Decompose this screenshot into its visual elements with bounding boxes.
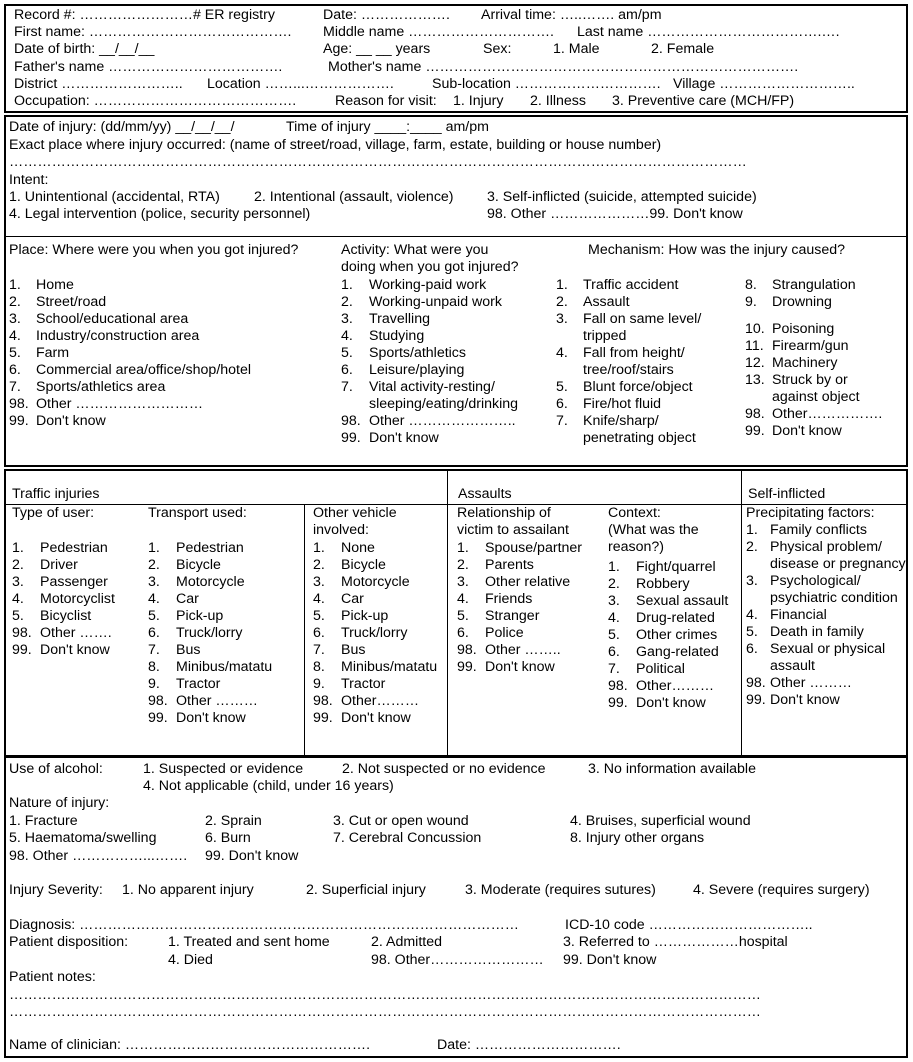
place-option-label[interactable]: Other ……………………… (36, 396, 204, 412)
transport-option-label[interactable]: Other ……… (176, 693, 258, 709)
alcohol-suspected-option[interactable]: 1. Suspected or evidence (143, 761, 304, 777)
severity-superficial-option[interactable]: 2. Superficial injury (306, 882, 426, 898)
mechanism-option-label[interactable]: Knife/sharp/ (583, 413, 659, 429)
transport-option-label[interactable]: Truck/lorry (176, 625, 243, 641)
district-field[interactable]: District …………………….. (14, 76, 183, 92)
icd10-field[interactable]: ICD-10 code …………………………….. (565, 917, 813, 933)
relationship-option-label[interactable]: Stranger (485, 608, 540, 624)
transport-option-number: 9. (148, 676, 160, 692)
activity-option-label[interactable]: Don't know (369, 430, 439, 446)
relationship-option-label[interactable]: Other relative (485, 574, 571, 590)
activity-header: Activity: What were you (341, 242, 489, 258)
other-vehicle-option-label[interactable]: Truck/lorry (341, 625, 408, 641)
mechanism-option-label[interactable]: penetrating object (583, 430, 696, 446)
transport-option-label[interactable]: Pick-up (176, 608, 224, 624)
mechanism-option-number: 99. (745, 423, 765, 439)
intent-self-inflicted-option[interactable]: 3. Self-inflicted (suicide, attempted suicide) (487, 189, 757, 205)
relationship-option-label[interactable]: Parents (485, 557, 534, 573)
activity-option-label[interactable]: Working-paid work (369, 277, 487, 293)
disposition-label: Patient disposition: (9, 934, 129, 950)
mechanism-header: Mechanism: How was the injury caused? (588, 242, 846, 258)
place-option-number: 6. (9, 362, 21, 378)
activity-option-number: 5. (341, 345, 353, 361)
user-type-option-number: 5. (12, 608, 24, 624)
transport-used-header: Transport used: (148, 505, 247, 521)
other-vehicle-option-label[interactable]: Bus (341, 642, 366, 658)
user-type-option-number: 98. (12, 625, 32, 641)
context-option-label[interactable]: Fight/quarrel (636, 559, 716, 575)
mechanism-option-number: 13. (745, 372, 765, 388)
precipitating-option-label[interactable]: Psychological/ (770, 573, 861, 589)
other-vehicle-option-number: 3. (313, 574, 325, 590)
other-vehicle-option-number: 8. (313, 659, 325, 675)
place-header: Place: Where were you when you got injured? (9, 242, 299, 258)
place-option-label[interactable]: Farm (36, 345, 70, 361)
other-vehicle-option-label[interactable]: Don't know (341, 710, 411, 726)
mother-name-field[interactable]: Mother's name ……………………………………………………………………. (328, 59, 799, 75)
intent-intentional-option[interactable]: 2. Intentional (assault, violence) (254, 189, 454, 205)
reason-preventive-option[interactable]: 3. Preventive care (MCH/FP) (612, 93, 795, 109)
nature-dont-know-option[interactable]: 99. Don't know (205, 848, 299, 864)
mechanism-option-label[interactable]: Poisoning (772, 321, 835, 337)
user-type-option-label[interactable]: Bicyclist (40, 608, 92, 624)
mechanism-option-number: 7. (556, 413, 568, 429)
alcohol-not-applicable-option[interactable]: 4. Not applicable (child, under 16 years) (143, 778, 394, 794)
transport-option-label[interactable]: Bus (176, 642, 201, 658)
place-option-number: 2. (9, 294, 21, 310)
user-type-option-label[interactable]: Pedestrian (40, 540, 108, 556)
precipitating-option-label[interactable]: Sexual or physical (770, 641, 886, 657)
mechanism-option-number: 9. (745, 294, 757, 310)
precipitating-option-label[interactable]: Don't know (770, 692, 840, 708)
mechanism-option-label[interactable]: Blunt force/object (583, 379, 693, 395)
disposition-treated-option[interactable]: 1. Treated and sent home (168, 934, 330, 950)
transport-option-number: 8. (148, 659, 160, 675)
place-option-number: 1. (9, 277, 21, 293)
date-of-birth-field[interactable]: Date of birth: __/__/__ (14, 41, 155, 57)
intent-legal-option[interactable]: 4. Legal intervention (police, security personnel) (9, 206, 311, 222)
sex-male-option[interactable]: 1. Male (553, 41, 600, 57)
other-vehicle-option-number: 2. (313, 557, 325, 573)
other-vehicle-option-label[interactable]: None (341, 540, 375, 556)
activity-option-number: 6. (341, 362, 353, 378)
other-vehicle-option-number: 6. (313, 625, 325, 641)
mechanism-option-label[interactable]: Don't know (772, 423, 842, 439)
place-option-number: 4. (9, 328, 21, 344)
precipitating-option-label[interactable]: Family conflicts (770, 522, 867, 538)
place-option-label[interactable]: Commercial area/office/shop/hotel (36, 362, 252, 378)
user-type-option-label[interactable]: Motorcyclist (40, 591, 115, 607)
patient-notes-line-1[interactable]: …………………………………………………………………………………………………………………………………………… (9, 987, 761, 1003)
context-option-label[interactable]: Sexual assault (636, 593, 729, 609)
precipitating-option-number: 6. (746, 641, 758, 657)
relationship-option-number: 4. (457, 591, 469, 607)
alcohol-no-info-option[interactable]: 3. No information available (588, 761, 756, 777)
precipitating-option-label[interactable]: disease or pregnancy (770, 556, 906, 572)
mechanism-option-label[interactable]: against object (772, 389, 860, 405)
place-option-label[interactable]: Street/road (36, 294, 107, 310)
activity-option-number: 4. (341, 328, 353, 344)
activity-option-label[interactable]: Other ………………….. (369, 413, 516, 429)
other-vehicle-option-number: 7. (313, 642, 325, 658)
intent-label: Intent: (9, 172, 49, 188)
activity-option-label[interactable]: Leisure/playing (369, 362, 465, 378)
activity-option-number: 1. (341, 277, 353, 293)
nature-cut-option[interactable]: 3. Cut or open wound (333, 813, 469, 829)
transport-option-label[interactable]: Bicycle (176, 557, 221, 573)
transport-option-number: 7. (148, 642, 160, 658)
nature-other-option[interactable]: 98. Other ……………...……. (9, 848, 188, 864)
nature-fracture-option[interactable]: 1. Fracture (9, 813, 78, 829)
precipitating-option-label[interactable]: Death in family (770, 624, 864, 640)
transport-option-label[interactable]: Tractor (176, 676, 221, 692)
place-option-number: 98. (9, 396, 29, 412)
other-vehicle-option-number: 1. (313, 540, 325, 556)
age-field[interactable]: Age: __ __ years (323, 41, 431, 57)
village-field[interactable]: Village ……………………….. (673, 76, 855, 92)
other-vehicle-option-number: 4. (313, 591, 325, 607)
father-name-field[interactable]: Father's name ………………………………. (14, 59, 283, 75)
mechanism-option-label[interactable]: Machinery (772, 355, 838, 371)
mechanism-option-number: 3. (556, 311, 568, 327)
other-vehicle-option-label[interactable]: Other……… (341, 693, 420, 709)
user-type-option-label[interactable]: Passenger (40, 574, 108, 590)
last-name-field[interactable]: Last name ……………………………….…. (577, 24, 840, 40)
context-option-number: 7. (608, 661, 620, 677)
mechanism-option-number: 12. (745, 355, 765, 371)
transport-option-number: 2. (148, 557, 160, 573)
relationship-option-number: 6. (457, 625, 469, 641)
place-option-label[interactable]: Industry/construction area (36, 328, 200, 344)
relationship-option-number: 99. (457, 659, 477, 675)
relationship-header: Relationship of (457, 505, 551, 521)
other-vehicle-option-label[interactable]: Minibus/matatu (341, 659, 438, 675)
context-option-number: 1. (608, 559, 620, 575)
context-option-label[interactable]: Political (636, 661, 685, 677)
transport-option-label[interactable]: Minibus/matatu (176, 659, 273, 675)
other-vehicle-option-label[interactable]: Car (341, 591, 364, 607)
other-vehicle-header: Other vehicle (313, 505, 397, 521)
mechanism-option-label[interactable]: Traffic accident (583, 277, 679, 293)
occupation-field[interactable]: Occupation: ……………………………………. (14, 93, 297, 109)
disposition-admitted-option[interactable]: 2. Admitted (371, 934, 442, 950)
transport-option-label[interactable]: Don't know (176, 710, 246, 726)
arrival-time-field[interactable]: Arrival time: …..……. am/pm (481, 7, 662, 23)
mechanism-option-label[interactable]: Struck by or (772, 372, 848, 388)
disposition-dont-know-option[interactable]: 99. Don't know (563, 952, 657, 968)
relationship-option-label[interactable]: Police (485, 625, 524, 641)
context-header: Context: (608, 505, 661, 521)
relationship-option-number: 98. (457, 642, 477, 658)
mechanism-option-number: 11. (745, 338, 764, 354)
relationship-option-label[interactable]: Other …….. (485, 642, 561, 658)
activity-option-label[interactable]: Travelling (369, 311, 430, 327)
mechanism-option-label[interactable]: Fall on same level/ (583, 311, 702, 327)
relationship-option-label[interactable]: Don't know (485, 659, 555, 675)
middle-name-field[interactable]: Middle name …………………………. (323, 24, 554, 40)
place-option-label[interactable]: School/educational area (36, 311, 189, 327)
nature-other-organs-option[interactable]: 8. Injury other organs (570, 830, 705, 846)
context-option-label[interactable]: Drug-related (636, 610, 715, 626)
precipitating-option-label[interactable]: Physical problem/ (770, 539, 882, 555)
exact-place-field[interactable]: ………………………………………………………………………………………………………………………………………… (9, 154, 747, 170)
mechanism-option-label[interactable]: tripped (583, 328, 627, 344)
place-option-label[interactable]: Sports/athletics area (36, 379, 166, 395)
other-vehicle-option-label[interactable]: Motorcycle (341, 574, 410, 590)
other-vehicle-option-number: 5. (313, 608, 325, 624)
precipitating-option-number: 98. (746, 675, 766, 691)
transport-option-label[interactable]: Motorcycle (176, 574, 245, 590)
divider-transport-other (304, 504, 305, 757)
place-option-label[interactable]: Home (36, 277, 74, 293)
precipitating-option-label[interactable]: psychiatric condition (770, 590, 898, 606)
user-type-option-number: 2. (12, 557, 24, 573)
nature-sprain-option[interactable]: 2. Sprain (205, 813, 262, 829)
precipitating-option-label[interactable]: Other ……… (770, 675, 852, 691)
patient-notes-label: Patient notes: (9, 969, 96, 985)
context-option-number: 3. (608, 593, 620, 609)
mechanism-option-label[interactable]: Strangulation (772, 277, 856, 293)
other-vehicle-header-line2: involved: (313, 522, 369, 538)
nature-of-injury-label: Nature of injury: (9, 795, 110, 811)
context-option-label[interactable]: Other……… (636, 678, 715, 694)
mechanism-option-number: 2. (556, 294, 568, 310)
context-option-number: 5. (608, 627, 620, 643)
activity-option-label[interactable]: Vital activity-resting/ (369, 379, 495, 395)
other-vehicle-option-label[interactable]: Bicycle (341, 557, 386, 573)
activity-option-label[interactable]: Studying (369, 328, 425, 344)
user-type-option-label[interactable]: Other ……. (40, 625, 112, 641)
place-option-number: 99. (9, 413, 29, 429)
location-field[interactable]: Location ……...………………. (207, 76, 394, 92)
mechanism-option-label[interactable]: Drowning (772, 294, 832, 310)
mechanism-option-number: 1. (556, 277, 568, 293)
time-of-injury-field[interactable]: Time of injury ____:____ am/pm (286, 119, 489, 135)
activity-option-label[interactable]: sleeping/eating/drinking (369, 396, 519, 412)
date-field[interactable]: Date: ………………. (323, 7, 450, 23)
nature-bruises-option[interactable]: 4. Bruises, superficial wound (570, 813, 751, 829)
mechanism-option-number: 6. (556, 396, 568, 412)
relationship-header-line2: victim to assailant (457, 522, 569, 538)
precipitating-option-label[interactable]: Financial (770, 607, 827, 623)
mechanism-option-label[interactable]: tree/roof/stairs (583, 362, 674, 378)
type-of-user-header: Type of user: (12, 505, 95, 521)
nature-concussion-option[interactable]: 7. Cerebral Concussion (333, 830, 482, 846)
mechanism-option-label[interactable]: Other……………. (772, 406, 883, 422)
user-type-option-number: 99. (12, 642, 32, 658)
clinician-name-field[interactable]: Name of clinician: ……………………………………………. (9, 1037, 371, 1053)
mechanism-option-label[interactable]: Assault (583, 294, 630, 310)
exact-place-label: Exact place where injury occurred: (name of street/road, village, farm, estate, building or house number) (9, 137, 662, 153)
other-vehicle-option-label[interactable]: Pick-up (341, 608, 389, 624)
place-option-label[interactable]: Don't know (36, 413, 106, 429)
precipitating-factors-header: Precipitating factors: (746, 505, 875, 521)
precipitating-option-number: 4. (746, 607, 758, 623)
mechanism-option-number: 8. (745, 277, 757, 293)
transport-option-number: 5. (148, 608, 160, 624)
precipitating-option-label[interactable]: assault (770, 658, 815, 674)
relationship-option-number: 2. (457, 557, 469, 573)
first-name-field[interactable]: First name: ……………………………………. (14, 24, 292, 40)
context-header-line3: reason?) (608, 539, 664, 555)
mechanism-option-number: 98. (745, 406, 765, 422)
activity-option-label[interactable]: Sports/athletics (369, 345, 466, 361)
relationship-option-label[interactable]: Friends (485, 591, 533, 607)
user-type-option-number: 1. (12, 540, 24, 556)
activity-option-label[interactable]: Working-unpaid work (369, 294, 503, 310)
context-option-number: 99. (608, 695, 628, 711)
sublocation-field[interactable]: Sub-location …………………………. (432, 76, 661, 92)
disposition-died-option[interactable]: 4. Died (168, 952, 213, 968)
severity-none-option[interactable]: 1. No apparent injury (122, 882, 254, 898)
mechanism-option-label[interactable]: Firearm/gun (772, 338, 849, 354)
place-option-number: 7. (9, 379, 21, 395)
context-option-number: 98. (608, 678, 628, 694)
reason-illness-option[interactable]: 2. Illness (530, 93, 586, 109)
nature-burn-option[interactable]: 6. Burn (205, 830, 251, 846)
date-of-injury-field[interactable]: Date of injury: (dd/mm/yy) __/__/__/ (9, 119, 235, 135)
transport-option-label[interactable]: Car (176, 591, 199, 607)
context-option-label[interactable]: Gang-related (636, 644, 719, 660)
transport-option-number: 4. (148, 591, 160, 607)
reason-label: Reason for visit: (335, 93, 437, 109)
context-option-number: 2. (608, 576, 620, 592)
relationship-option-number: 1. (457, 540, 469, 556)
assaults-header: Assaults (458, 486, 512, 502)
activity-option-number: 3. (341, 311, 353, 327)
place-option-number: 3. (9, 311, 21, 327)
mechanism-option-number: 10. (745, 321, 765, 337)
nature-haematoma-option[interactable]: 5. Haematoma/swelling (9, 830, 157, 846)
relationship-option-number: 5. (457, 608, 469, 624)
severity-label: Injury Severity: (9, 882, 103, 898)
user-type-option-number: 4. (12, 591, 24, 607)
other-vehicle-option-number: 99. (313, 710, 333, 726)
activity-option-number: 7. (341, 379, 353, 395)
alcohol-not-suspected-option[interactable]: 2. Not suspected or no evidence (342, 761, 546, 777)
transport-option-number: 6. (148, 625, 160, 641)
context-option-number: 4. (608, 610, 620, 626)
relationship-option-label[interactable]: Spouse/partner (485, 540, 583, 556)
transport-option-label[interactable]: Pedestrian (176, 540, 244, 556)
traffic-injuries-header: Traffic injuries (12, 486, 100, 502)
context-option-number: 6. (608, 644, 620, 660)
user-type-option-number: 3. (12, 574, 24, 590)
sex-female-option[interactable]: 2. Female (651, 41, 715, 57)
user-type-option-label[interactable]: Don't know (40, 642, 110, 658)
transport-option-number: 98. (148, 693, 168, 709)
precipitating-option-number: 2. (746, 539, 758, 555)
alcohol-label: Use of alcohol: (9, 761, 103, 777)
precipitating-option-number: 1. (746, 522, 758, 538)
activity-option-number: 98. (341, 413, 361, 429)
context-option-label[interactable]: Other crimes (636, 627, 718, 643)
other-vehicle-option-number: 9. (313, 676, 325, 692)
sex-label: Sex: (483, 41, 512, 57)
user-type-option-label[interactable]: Driver (40, 557, 78, 573)
activity-option-number: 2. (341, 294, 353, 310)
reason-injury-option[interactable]: 1. Injury (453, 93, 504, 109)
mechanism-option-label[interactable]: Fire/hot fluid (583, 396, 662, 412)
precipitating-option-number: 3. (746, 573, 758, 589)
mechanism-option-number: 4. (556, 345, 568, 361)
activity-option-number: 99. (341, 430, 361, 446)
clinician-date-field[interactable]: Date: …………………………. (437, 1037, 621, 1053)
intent-other-dontknow-option[interactable]: 98. Other …………………99. Don't know (487, 206, 743, 222)
disposition-referred-option[interactable]: 3. Referred to ………………hospital (563, 934, 788, 950)
context-option-label[interactable]: Don't know (636, 695, 706, 711)
divider-place-activity (4, 236, 908, 237)
record-number-field[interactable]: Record #: ……………………# ER registry (14, 7, 275, 23)
mechanism-option-number: 5. (556, 379, 568, 395)
divider-traffic-assaults (447, 469, 448, 757)
activity-header-line2: doing when you got injured? (341, 259, 519, 275)
other-vehicle-option-label[interactable]: Tractor (341, 676, 386, 692)
place-option-number: 5. (9, 345, 21, 361)
other-vehicle-option-number: 98. (313, 693, 333, 709)
precipitating-option-number: 99. (746, 692, 766, 708)
diagnosis-field[interactable]: Diagnosis: ………………………………………………………………………………… (9, 917, 519, 933)
transport-option-number: 99. (148, 710, 168, 726)
relationship-option-number: 3. (457, 574, 469, 590)
intent-unintentional-option[interactable]: 1. Unintentional (accidental, RTA) (9, 189, 220, 205)
precipitating-option-number: 5. (746, 624, 758, 640)
patient-notes-line-2[interactable]: …………………………………………………………………………………………………………………………………………… (9, 1004, 761, 1020)
context-header-line2: (What was the (608, 522, 699, 538)
transport-option-number: 1. (148, 540, 160, 556)
severity-moderate-option[interactable]: 3. Moderate (requires sutures) (465, 882, 656, 898)
mechanism-option-label[interactable]: Fall from height/ (583, 345, 685, 361)
context-option-label[interactable]: Robbery (636, 576, 690, 592)
severity-severe-option[interactable]: 4. Severe (requires surgery) (693, 882, 870, 898)
disposition-other-option[interactable]: 98. Other…………………… (371, 952, 544, 968)
divider-assaults-self (741, 469, 742, 757)
transport-option-number: 3. (148, 574, 160, 590)
self-inflicted-header: Self-inflicted (748, 486, 826, 502)
